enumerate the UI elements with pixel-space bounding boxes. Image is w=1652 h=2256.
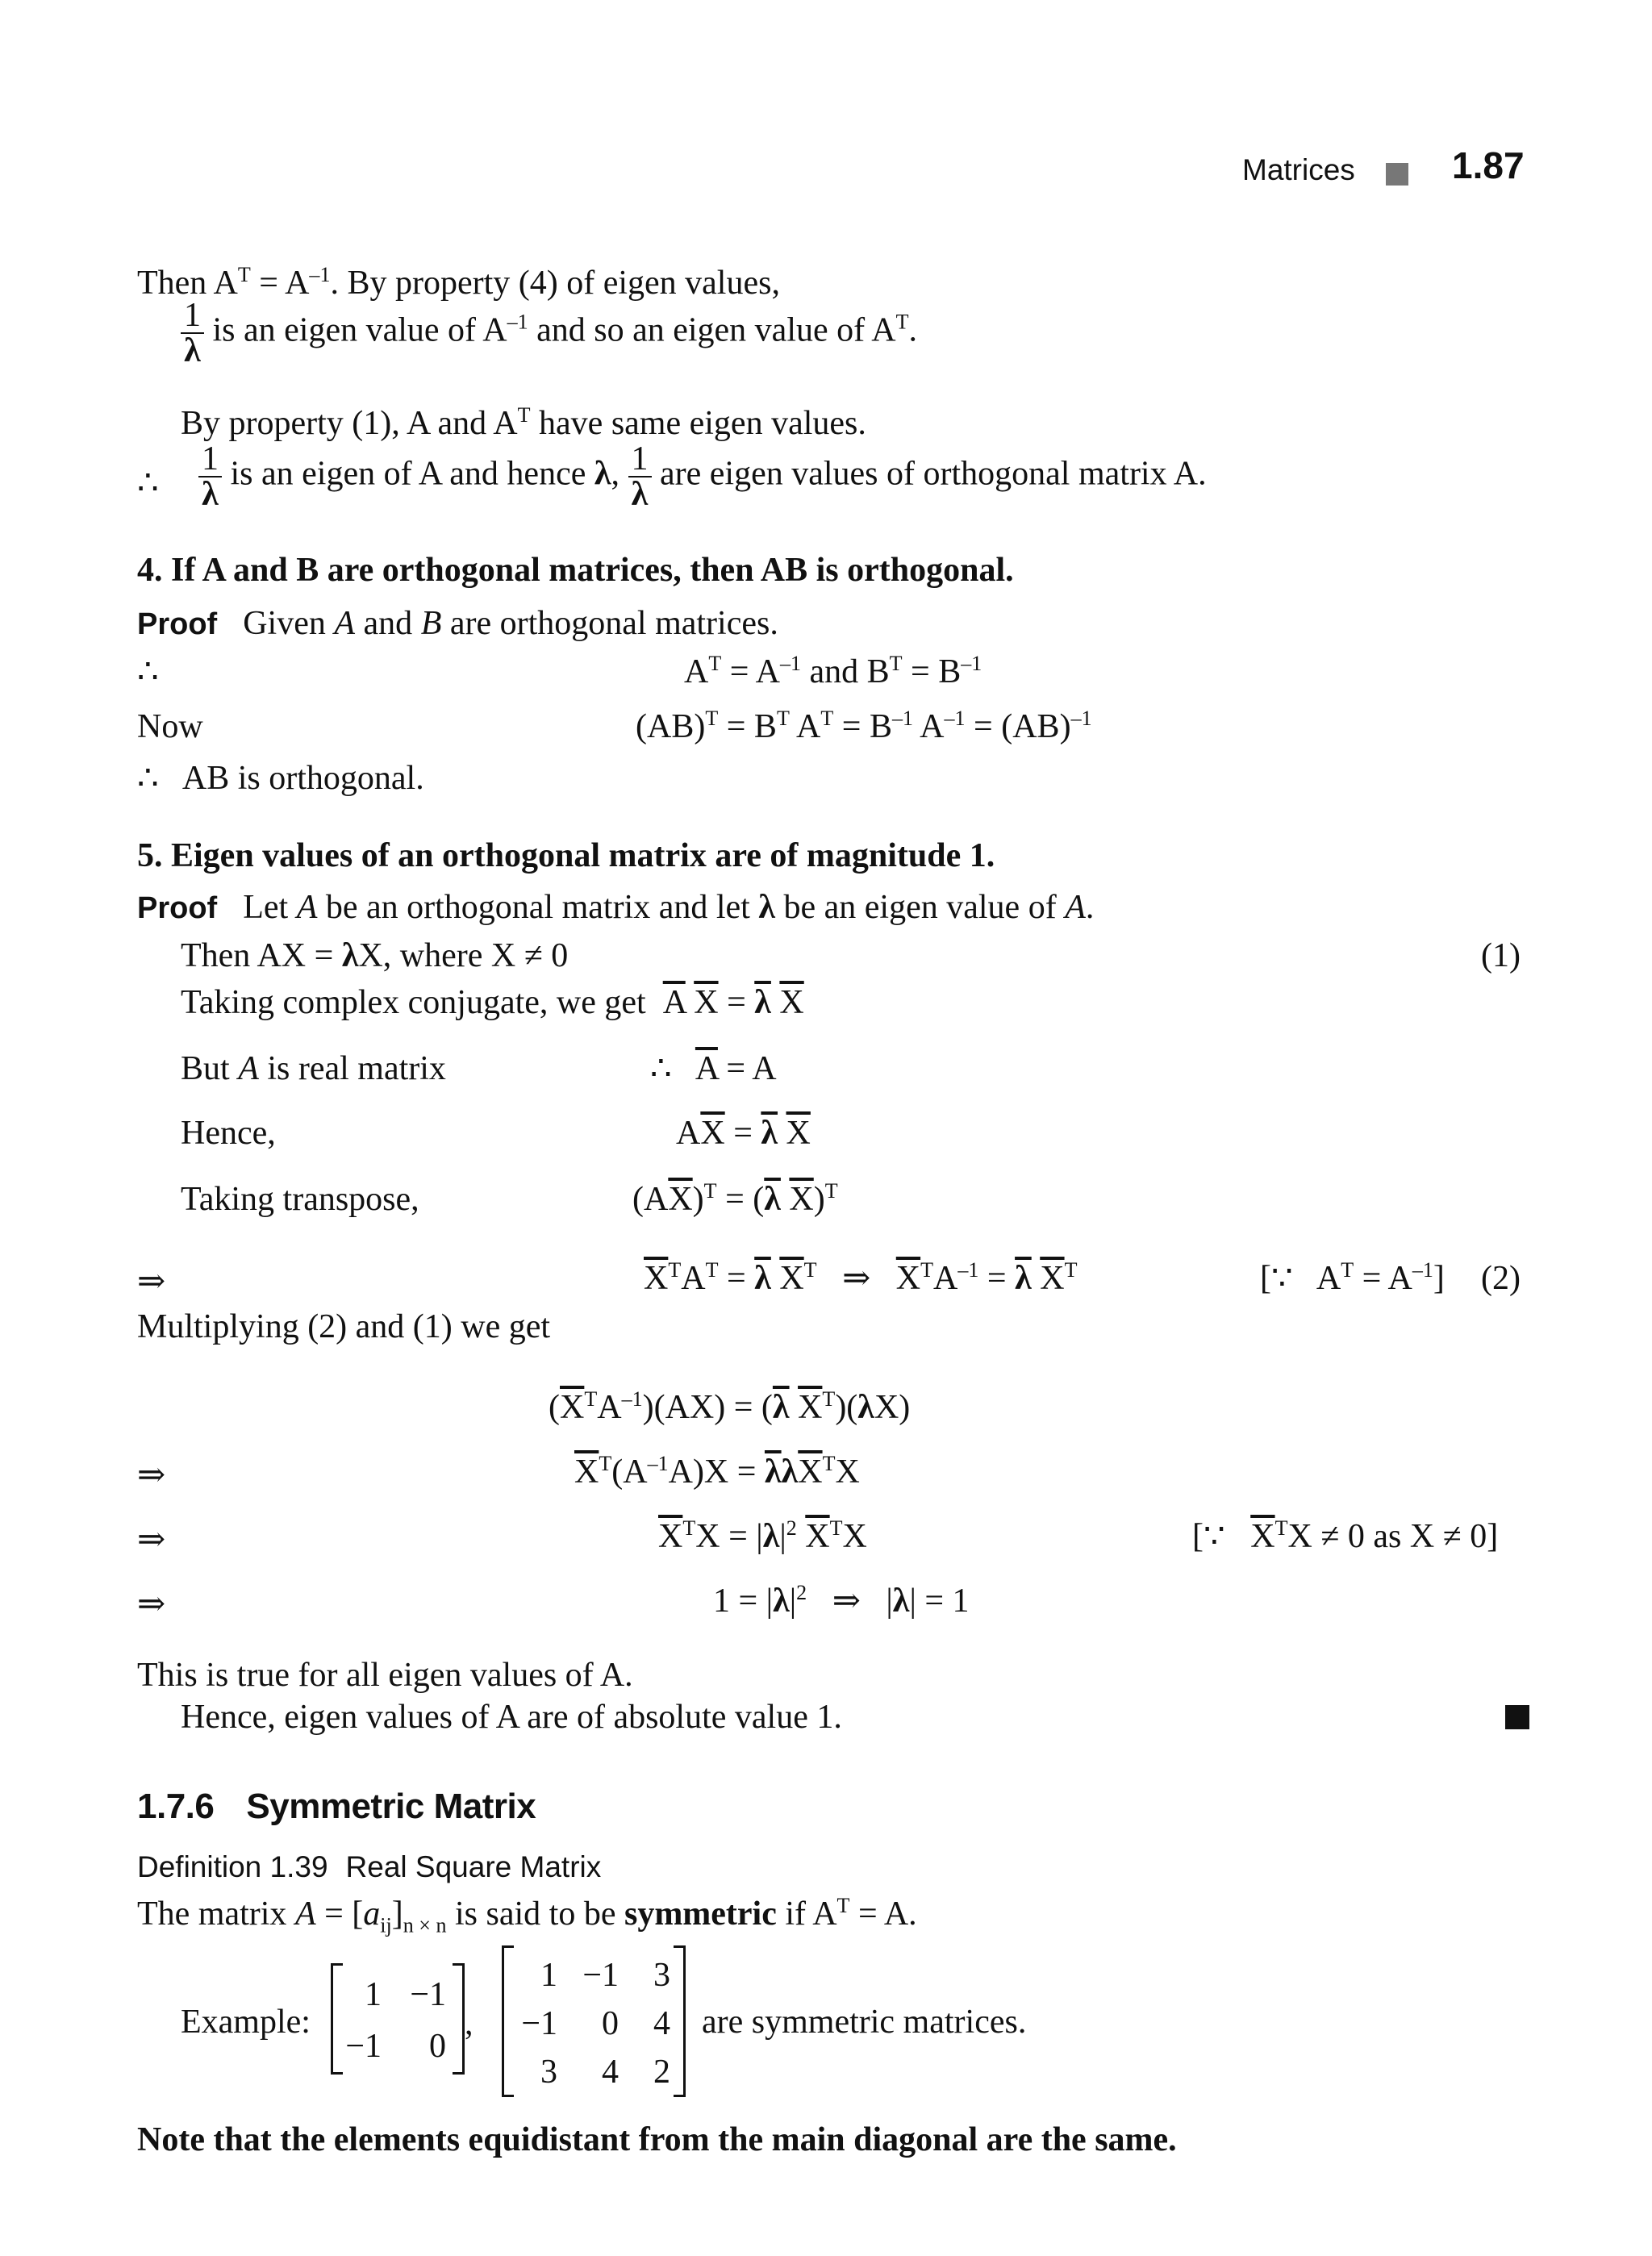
property-5-hence-abs: Hence, eigen values of A are of absolute value 1. — [181, 1699, 842, 1736]
equation-tag-1: (1) — [1481, 937, 1521, 974]
matrix-cell: 3 — [653, 1957, 670, 1994]
intro-line-4: $\frac{1}{\lambda}$ is an eigen of A and hence λ, $\frac{1}{\lambda}$ are eigen values of orthogonal matrix A. — [198, 442, 1207, 511]
property-5-real-eq: ∴ $\overline{A} = A$ — [650, 1050, 777, 1087]
example-matrix-2x2 — [331, 1963, 465, 2075]
property-5-real: But A is real matrix — [181, 1050, 446, 1087]
implies-symbol-1: ⇒ — [137, 1263, 166, 1300]
implies-symbol-3: ⇒ — [137, 1521, 166, 1558]
section-title: Symmetric Matrix — [246, 1787, 536, 1826]
property-5-multiply: Multiplying (2) and (1) we get — [137, 1308, 551, 1345]
definition-title: Real Square Matrix — [345, 1850, 602, 1883]
property-5-implies-eq3: $\overline{X}^TX = |\lambda|^2$ $\overline{X}^TX$ — [658, 1516, 867, 1555]
section-number: 1.7.6 — [137, 1787, 215, 1826]
page-number: 1.87 — [1452, 144, 1525, 186]
matrix-cell: −1 — [345, 2028, 382, 2065]
matrix-cell: 1 — [540, 1957, 557, 1994]
property-4-proof: Proof Given A and B are orthogonal matrices. — [137, 605, 778, 642]
matrix-cell: 2 — [653, 2054, 670, 2091]
equation-tag-2: (2) — [1481, 1260, 1521, 1297]
example-label: Example: — [181, 2004, 311, 2041]
implies-symbol-2: ⇒ — [137, 1457, 166, 1494]
matrix-cell: 0 — [602, 2005, 619, 2042]
matrix-cell: 4 — [602, 2054, 619, 2091]
property-5-then: Then AX = λX, where X ≠ 0 — [181, 937, 569, 974]
running-header-section: Matrices — [1242, 153, 1355, 186]
property-5-heading: 5. Eigen values of an orthogonal matrix are of magnitude 1. — [137, 837, 995, 874]
intro-line-3: By property (1), A and $A^T$ have same eigen values. — [181, 403, 866, 442]
matrix-cell: −1 — [410, 1976, 446, 2013]
property-5-because-1: [∵ $A^T = A^{-1}$] — [1260, 1258, 1445, 1297]
example-comma: , — [465, 2005, 473, 2042]
property-5-implies-eq2: $\overline{X}^T(A^{-1}A)X = \overline{\lambda}\lambda\overline{X}^TX$ — [574, 1452, 860, 1491]
section-heading — [137, 1789, 536, 1824]
property-4-conclusion: ∴ AB is orthogonal. — [137, 760, 424, 797]
intro-therefore-symbol: ∴ — [137, 465, 159, 502]
property-5-hence-eq: $A\overline{X} = \overline{\lambda}$ $\overline{X}$ — [676, 1115, 811, 1152]
definition-text: The matrix $A = [a_{ij}]_{n \times n}$ is said to be symmetric if $A^T = A$. — [137, 1894, 917, 1937]
intro-line-2: $\frac{1}{\lambda}$ is an eigen value of $A^{-1}$ and so an eigen value of $A^T$. — [181, 298, 917, 368]
matrix-cell: −1 — [521, 2005, 557, 2042]
property-4-now: Now — [137, 708, 203, 745]
property-5-because-2: [∵ $\overline{X}^TX \ne 0$ as X ≠ 0] — [1192, 1516, 1499, 1555]
property-5-proof: Proof Let A be an orthogonal matrix and let λ be an eigen value of A. — [137, 889, 1095, 926]
matrix-cell: 4 — [653, 2005, 670, 2042]
note-line: Note that the elements equidistant from the main diagonal are the same. — [137, 2121, 1177, 2158]
property-5-hence: Hence, — [181, 1115, 276, 1152]
property-5-implies-eq4: $1 = |\lambda|^2$ ⇒ |λ| = 1 — [713, 1581, 970, 1620]
example-matrix-3x3 — [502, 1945, 686, 2097]
property-5-true-all: This is true for all eigen values of A. — [137, 1657, 633, 1694]
end-of-proof-square — [1505, 1702, 1529, 1736]
definition-heading — [137, 1852, 601, 1882]
example-tail: are symmetric matrices. — [702, 2004, 1027, 2041]
property-4-heading: 4. If A and B are orthogonal matrices, then AB is orthogonal. — [137, 552, 1014, 589]
property-5-mult-eq: $(\overline{X}^TA^{-1})(AX) = (\overline{\lambda}$ $\overline{X}^T)(\lambda X)$ — [549, 1387, 911, 1426]
matrix-cell: 1 — [365, 1976, 382, 2013]
property-5-transpose-eq: $(A\overline{X})^T = (\overline{\lambda}$ $\overline{X})^T$ — [632, 1179, 838, 1218]
fraction-one-over-lambda: $\frac{1}{\lambda}$ — [181, 298, 204, 368]
property-4-eq2: $(AB)^T = B^T$ $A^T = B^{-1}$ $A^{-1} = (AB)^{-1}$ — [636, 707, 1092, 745]
header-separator-square — [1386, 158, 1408, 192]
matrix-cell: −1 — [582, 1957, 619, 1994]
matrix-cell: 3 — [540, 2054, 557, 2091]
implies-symbol-4: ⇒ — [137, 1586, 166, 1623]
property-4-therefore-symbol: ∴ — [137, 653, 159, 690]
property-4-eq1: $A^T = A^{-1}$ and $B^T = B^{-1}$ — [684, 652, 982, 690]
matrix-cell: 0 — [429, 2028, 446, 2065]
property-5-conjugate: Taking complex conjugate, we get $\overline{A}$ $\overline{X} = \overline{\lambda}$ $\overline{X}$ — [181, 984, 804, 1021]
property-5-implies-eq1: $\overline{X}^TA^T = \overline{\lambda}$ $\overline{X}^T$ ⇒ $\overline{X}^TA^{-1} = \overline{\lambda}$ $\overline{X}^T$ — [644, 1258, 1078, 1297]
intro-line-1: Then $A^T = A^{-1}$. By property (4) of eigen values, — [137, 263, 780, 302]
property-5-transpose: Taking transpose, — [181, 1181, 419, 1218]
definition-label: Definition 1.39 — [137, 1850, 328, 1883]
